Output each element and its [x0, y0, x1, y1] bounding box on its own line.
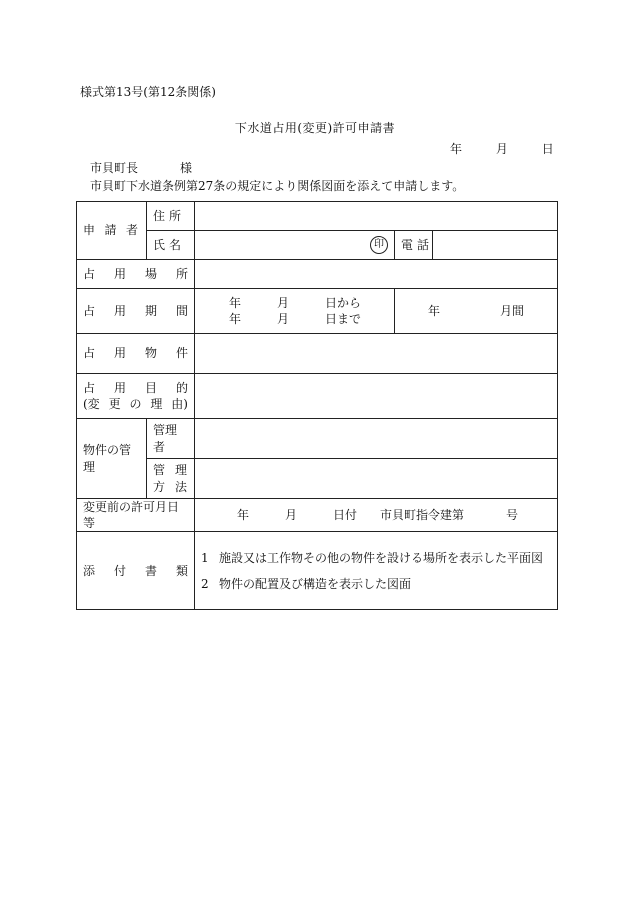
- applicant-address-row: [77, 202, 558, 231]
- name-label: 氏 名: [147, 231, 195, 260]
- applicant-label: 申 請 者: [77, 202, 147, 260]
- method-row: [77, 459, 558, 499]
- period-from: 年 月 日から: [229, 295, 362, 310]
- addressee: [90, 162, 192, 174]
- document-title: 下水道占用(変更)許可申請書: [234, 121, 396, 135]
- attachments-label: 添 付 書 類: [77, 532, 195, 610]
- attachment-item: 2 物件の配置及び構造を表示した図面: [201, 576, 412, 591]
- manager-row: [77, 419, 558, 459]
- period-to: 年 月 日まで: [229, 312, 362, 326]
- previous-permit-row: [77, 499, 558, 532]
- purpose-label: 占 用 目 的 (変 更 の 理 由): [77, 374, 195, 419]
- honorific: 様: [180, 161, 193, 175]
- purpose-field[interactable]: [195, 374, 558, 419]
- object-label: 占 用 物 件: [77, 334, 195, 374]
- intro-text: 市貝町下水道条例第27条の規定により関係図面を添えて申請します。: [90, 179, 465, 193]
- date-year: 年: [450, 142, 463, 156]
- period-row: [77, 289, 558, 334]
- application-date: [450, 143, 554, 155]
- previous-permit-field[interactable]: 年 月 日付 市貝町指令建第 号: [195, 499, 558, 532]
- application-form-table: [76, 201, 558, 610]
- previous-permit-label: 変更前の許可月日等: [77, 499, 195, 532]
- attachment-item: 1 施設又は工作物その他の物件を設ける場所を表示した平面図: [201, 550, 544, 565]
- manager-label: 管理者: [147, 419, 195, 459]
- location-label: 占 用 場 所: [77, 260, 195, 289]
- attachments-list: [195, 532, 558, 610]
- attachments-row: [77, 532, 558, 610]
- object-field[interactable]: [195, 334, 558, 374]
- address-field[interactable]: [195, 202, 558, 231]
- phone-field[interactable]: [433, 231, 558, 260]
- period-total-field[interactable]: 年 月間: [395, 289, 558, 334]
- object-row: [77, 334, 558, 374]
- method-field[interactable]: [195, 459, 558, 499]
- date-day: 日: [541, 142, 554, 156]
- name-field[interactable]: [195, 231, 395, 260]
- address-label: 住 所: [147, 202, 195, 231]
- addressee-name: 市貝町長: [90, 161, 139, 175]
- phone-label: 電 話: [395, 231, 433, 260]
- period-label: 占 用 期 間: [77, 289, 195, 334]
- form-number: 様式第13号(第12条関係): [80, 85, 216, 99]
- location-row: [77, 260, 558, 289]
- method-label: 管 理 方 法: [147, 459, 195, 499]
- date-month: 月: [495, 142, 508, 156]
- period-dates-field[interactable]: [195, 289, 395, 334]
- seal-mark: 印: [370, 236, 388, 254]
- applicant-name-row: [77, 231, 558, 260]
- manager-field[interactable]: [195, 419, 558, 459]
- management-label: 物件の管理: [77, 419, 147, 499]
- location-field[interactable]: [195, 260, 558, 289]
- purpose-row: [77, 374, 558, 419]
